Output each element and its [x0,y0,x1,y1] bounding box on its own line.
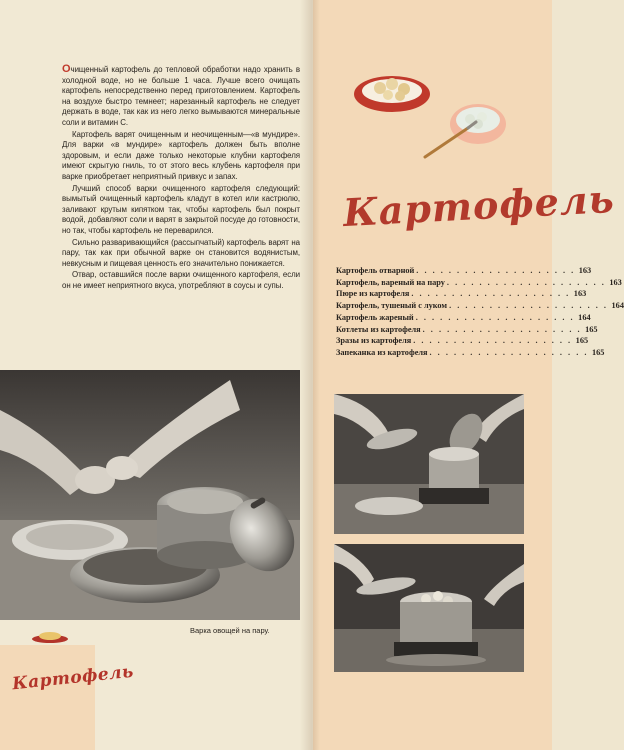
toc-page-number: 164 [578,312,591,322]
paragraph-1: Очищенный картофель до тепловой обработки надо хранить в холодной воде, но не больше 1 часа. Лучше всего очищать картофель непосредственно перед приготовлением. Картофель на воздухе быстро темнеет; нарезанный картофель не следует держать в воде, так как из него легко вымываются минеральные соли и витамин С. [62,63,300,127]
recipe-index [336,265,624,359]
page-gutter [300,0,320,750]
toc-row [336,324,598,336]
toc-page-number: 164 [611,301,624,311]
section-title: Картофель [342,175,616,236]
toc-label: Картофель жареный [336,312,414,322]
toc-leader-dots: . . . . . . . . . . . . . . . . . . . . [429,347,589,357]
toc-label: Зразы из картофеля [336,336,412,346]
corner-title: Картофель [11,661,135,695]
toc-leader-dots: . . . . . . . . . . . . . . . . . . . . [449,301,608,311]
toc-label: Картофель, вареный на пару [336,277,445,287]
steaming-vegetables-photo [0,370,300,620]
drop-cap: О [62,63,71,75]
toc-page-number: 163 [609,277,622,287]
toc-label: Картофель, тушеный с луком [336,301,448,311]
toc-page-number: 165 [575,336,589,346]
toc-leader-dots: . . . . . . . . . . . . . . . . . . . . [413,336,573,346]
toc-page-number: 165 [591,347,605,357]
pot-lid-photo [334,394,524,534]
toc-leader-dots: . . . . . . . . . . . . . . . . . . . . [416,266,576,275]
paragraph-3: Лучший способ варки очищенного картофеля следующий: вымытый очищенный картофель кладут в котел или кастрюлю, заливают крутым кипятком так, чтобы картофель был покрыт водой, добавляют соли и варят в закрытой посуде до готовности, но так, чтобы картофель не переварился. [62,183,300,235]
toc-row [336,265,592,277]
photo-caption: Варка овощей на пару. [190,626,270,635]
toc-label: Картофель отварной [336,266,415,275]
toc-row [336,300,624,312]
toc-leader-dots: . . . . . . . . . . . . . . . . . . . . [446,277,606,287]
potato-steamer-photo [334,544,524,672]
toc-row [336,335,589,347]
toc-row [336,277,622,289]
toc-row [336,347,605,359]
toc-label: Запеканка из картофеля [336,347,428,357]
toc-label: Котлеты из картофеля [336,324,421,334]
paragraph-2: Картофель варят очищенным и неочищенным—«в мундире». Для варки «в мундире» картофель должен быть вполне здоровым, и если даже только некоторые клубни картофеля имеют скрытую гниль, то от этого весь клубень картофеля при варке приобретает неприятный привкус и запах. [62,129,300,181]
toc-label: Пюре из картофеля [336,289,410,299]
potato-dishes-illustration [350,62,510,162]
toc-leader-dots: . . . . . . . . . . . . . . . . . . . . [422,324,582,334]
toc-row [336,288,587,300]
dish-icon [30,628,70,644]
toc-page-number: 165 [585,324,598,334]
body-text [62,64,300,292]
paragraph-4: Сильно разваривающийся (рассыпчатый) картофель варят на пару, так как при обычной варке он становится водянистым, невкусным и пищевая ценность его значительно понижается. [62,237,300,268]
toc-page-number: 163 [578,266,592,275]
corner-badge [0,645,95,750]
toc-row [336,312,591,324]
toc-leader-dots: . . . . . . . . . . . . . . . . . . . . [415,312,575,322]
paragraph-5: Отвар, оставшийся после варки очищенного картофеля, если он не имеет неприятного вкуса, употребляют в соусы и супы. [62,270,300,290]
toc-leader-dots: . . . . . . . . . . . . . . . . . . . . [411,289,571,299]
toc-page-number: 163 [573,289,587,299]
